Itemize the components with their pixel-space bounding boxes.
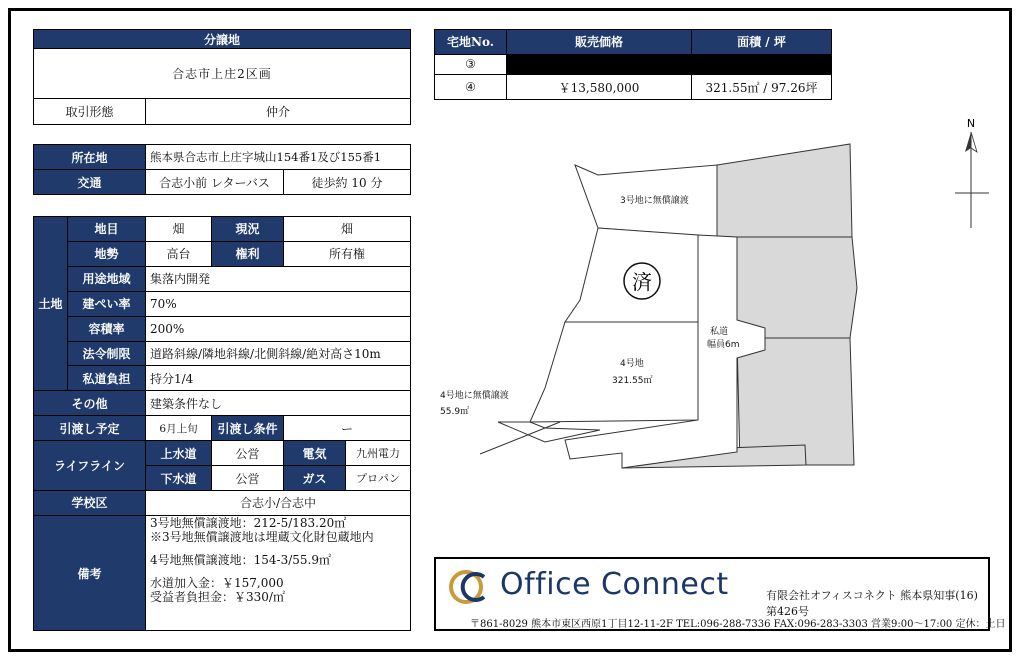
office-connect-logo-icon	[448, 567, 494, 607]
school-label: 学校区	[34, 490, 146, 515]
kenri-value: 所有権	[284, 241, 411, 266]
handover-cond-value: ー	[284, 416, 411, 441]
price-sold-blackout	[507, 54, 692, 75]
handover-label: 引渡し予定	[34, 416, 146, 441]
neighbor-parcel	[737, 237, 857, 338]
neighbor-parcel	[717, 144, 852, 237]
chimoku-value: 畑	[146, 217, 212, 242]
land-table	[33, 216, 411, 631]
other-label: その他	[34, 391, 146, 416]
col-area: 面積 / 坪	[692, 30, 832, 55]
youseki-label: 容積率	[68, 316, 146, 341]
shidou-value: 持分1/4	[146, 366, 411, 391]
company-footer	[434, 557, 1006, 631]
remarks-line: ※3号地無償譲渡地は埋蔵文化財包蔵地内	[150, 530, 374, 544]
shidou-label: 私道負担	[68, 366, 146, 391]
walk-value: 徒歩約 10 分	[284, 170, 411, 195]
property-header	[33, 29, 411, 125]
lot3-note: 3号地に無償譲渡	[620, 196, 689, 206]
water-label: 上水道	[146, 441, 212, 466]
col-price: 販売価格	[507, 30, 692, 55]
electric-value: 九州電力	[346, 441, 411, 466]
transport-label: 交通	[34, 170, 146, 195]
lot4-note: 4号地に無償譲渡	[440, 391, 509, 401]
handover-value: 6月上旬	[146, 416, 212, 441]
genkyo-value: 畑	[284, 217, 411, 242]
handover-cond-label: 引渡し条件	[212, 416, 284, 441]
address-value: 熊本県合志市上庄字城山154番1及び155番1	[146, 145, 411, 170]
genkyo-label: 現況	[212, 217, 284, 242]
price-table	[434, 29, 832, 100]
col-lot: 宅地No.	[435, 30, 507, 55]
chimoku-label: 地目	[68, 217, 146, 242]
electric-label: 電気	[284, 441, 346, 466]
youto-label: 用途地域	[68, 266, 146, 291]
sewer-value: 公営	[212, 466, 284, 491]
kenri-label: 権利	[212, 241, 284, 266]
lot4-parcel	[530, 322, 698, 422]
lot4-note-area: 55.9㎡	[440, 407, 470, 417]
remarks-line: 水道加入金：￥157,000	[150, 576, 284, 590]
remarks-line: 4号地無償譲渡地：154-3/55.9㎡	[150, 553, 331, 567]
lot4-name: 4号地	[620, 359, 644, 369]
lifeline-label: ライフライン	[34, 441, 146, 491]
company-address: 〒861-8029 熊本市東区西原1丁目12-11-2F TEL:096-288-7336 FAX:096-283-3303 営業9:00～17:00 定休：土日	[470, 619, 1006, 630]
lot-price: ￥13,580,000	[507, 75, 692, 100]
kenpei-label: 建ぺい率	[68, 291, 146, 316]
gas-value: プロパン	[346, 466, 411, 491]
road-label: 私道	[710, 327, 729, 337]
sewer-label: 下水道	[146, 466, 212, 491]
area-sold-blackout	[692, 54, 832, 75]
transport-value: 合志小前 レターバス	[146, 170, 284, 195]
company-logo-text: Office Connect	[500, 567, 729, 602]
youseki-value: 200%	[146, 316, 411, 341]
lot-number: ④	[435, 75, 507, 100]
school-value: 合志小/合志中	[146, 490, 411, 515]
address-label: 所在地	[34, 145, 146, 170]
lot-number: ③	[435, 54, 507, 75]
youto-value: 集落内開発	[146, 266, 411, 291]
transaction-value: 仲介	[146, 99, 411, 125]
road-width: 幅員6m	[707, 340, 740, 350]
remarks-body	[146, 516, 411, 631]
chisei-label: 地勢	[68, 241, 146, 266]
lot-area: 321.55㎡ / 97.26坪	[692, 75, 832, 100]
remarks-line: 3号地無償譲渡地：212-5/183.20㎡	[150, 516, 347, 530]
chisei-value: 高台	[146, 241, 212, 266]
lot4-area: 321.55㎡	[612, 376, 653, 386]
hourei-label: 法令制限	[68, 341, 146, 366]
north-arrow-icon	[955, 117, 989, 228]
transaction-label: 取引形態	[34, 99, 146, 125]
sold-mark: 済	[632, 270, 652, 294]
gas-label: ガス	[284, 466, 346, 491]
water-value: 公営	[212, 441, 284, 466]
category-label: 分譲地	[34, 30, 411, 49]
remarks-line: 受益者負担金：￥330/㎡	[150, 590, 285, 604]
company-license: 有限会社オフィスコネクト 熊本県知事(16)第426号	[766, 589, 978, 618]
north-label: N	[966, 117, 976, 130]
land-side-label: 土地	[34, 217, 68, 391]
location-table	[33, 144, 411, 195]
other-value: 建築条件なし	[146, 391, 411, 416]
kenpei-value: 70%	[146, 291, 411, 316]
hourei-value: 道路斜線/隣地斜線/北側斜線/絶対高さ10m	[146, 341, 411, 366]
property-name: 合志市上庄2区画	[34, 49, 411, 99]
remarks-label: 備考	[34, 516, 146, 631]
site-plan-map	[420, 110, 1010, 550]
